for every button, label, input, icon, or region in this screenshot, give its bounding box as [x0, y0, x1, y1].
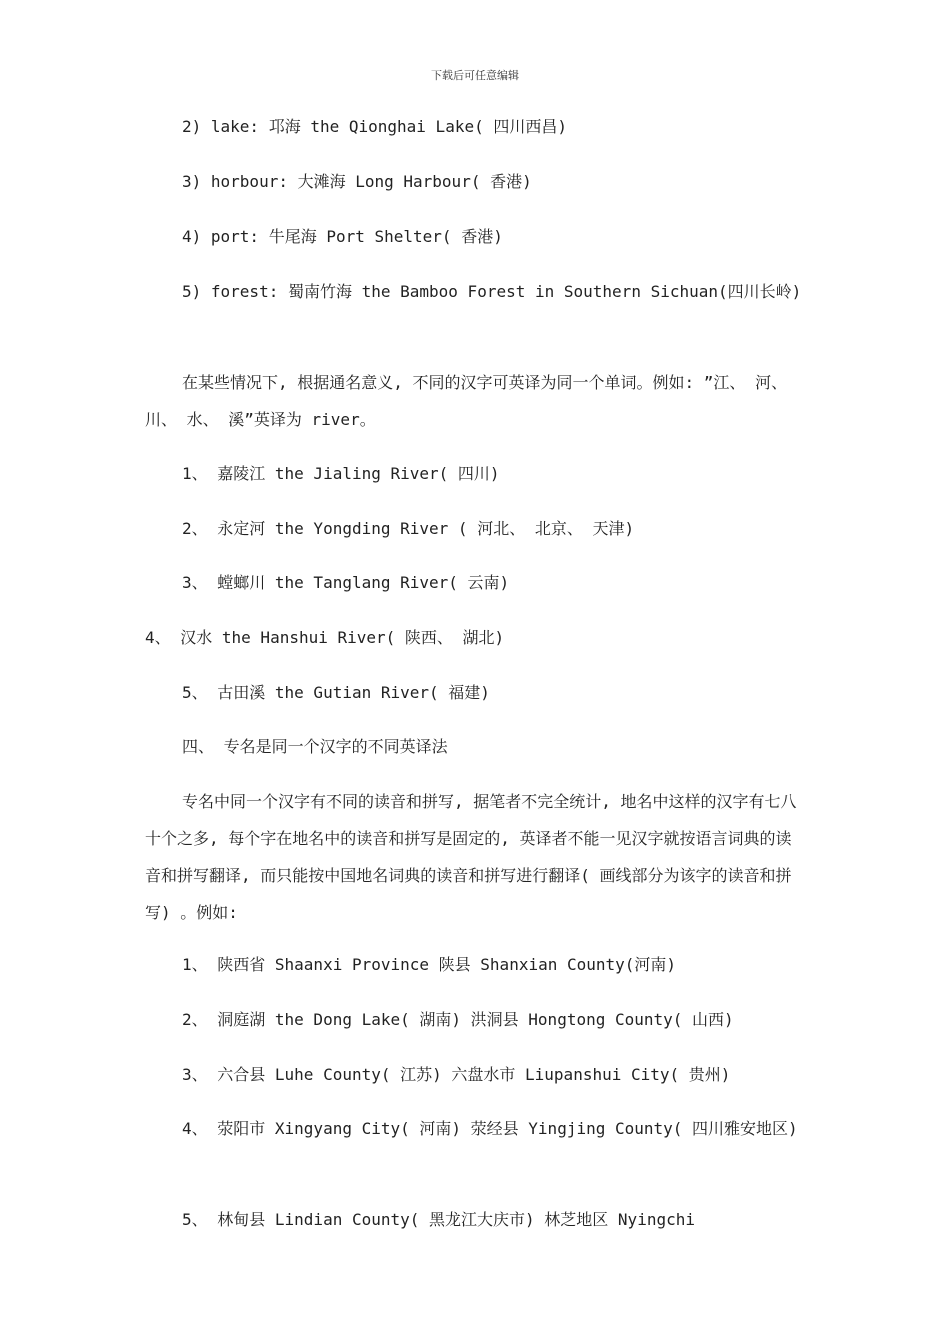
- example-xingyang: 4、 荥阳市 Xingyang City( 河南) 荥经县 Yingjing County( 四川雅安地区): [182, 1119, 798, 1138]
- list-item-hanshui: 4、 汉水 the Hanshui River( 陕西、 湖北): [145, 628, 505, 647]
- example-lindian: 5、 林甸县 Lindian County( 黑龙江大庆市) 林芝地区 Nyingchi: [182, 1210, 695, 1229]
- paragraph-forest: 5) forest: 蜀南竹海 the Bamboo Forest in Southern Sichuan(四川长岭): [182, 282, 802, 301]
- list-item-tanglang: 3、 螳螂川 the Tanglang River( 云南): [182, 573, 510, 592]
- example-shaanxi: 1、 陕西省 Shaanxi Province 陕县 Shanxian County(河南): [182, 955, 677, 974]
- example-luhe: 3、 六合县 Luhe County( 江苏) 六盘水市 Liupanshui City( 贵州): [182, 1065, 731, 1084]
- paragraph-lake: 2) lake: 邛海 the Qionghai Lake( 四川西昌): [182, 117, 567, 136]
- paragraph-proper-names: 专名中同一个汉字有不同的读音和拼写, 据笔者不完全统计, 地名中这样的汉字有七八十个之多, 每个字在地名中的读音和拼写是固定的, 英译者不能一见汉字就按语言词典的读音和拼写翻译, 而只能按中国地名词典的读音和拼写进行翻译( 画线部分为该字的读音和拼写) 。例如:: [145, 792, 797, 922]
- section-heading: 四、 专名是同一个汉字的不同英译法: [182, 737, 448, 756]
- list-item-jialing: 1、 嘉陵江 the Jialing River( 四川): [182, 464, 500, 483]
- page-header: 下载后可任意编辑: [431, 69, 519, 82]
- list-item-gutian: 5、 古田溪 the Gutian River( 福建): [182, 683, 490, 702]
- example-dongting: 2、 洞庭湖 the Dong Lake( 湖南) 洪洞县 Hongtong County( 山西): [182, 1010, 734, 1029]
- paragraph-horbour: 3) horbour: 大滩海 Long Harbour( 香港): [182, 172, 532, 191]
- list-item-yongding: 2、 永定河 the Yongding River ( 河北、 北京、 天津): [182, 519, 635, 538]
- paragraph-port: 4) port: 牛尾海 Port Shelter( 香港): [182, 227, 503, 246]
- paragraph-river-intro: 在某些情况下, 根据通名意义, 不同的汉字可英译为同一个单词。例如: ”江、 河、 川、 水、 溪”英译为 river。: [145, 373, 797, 429]
